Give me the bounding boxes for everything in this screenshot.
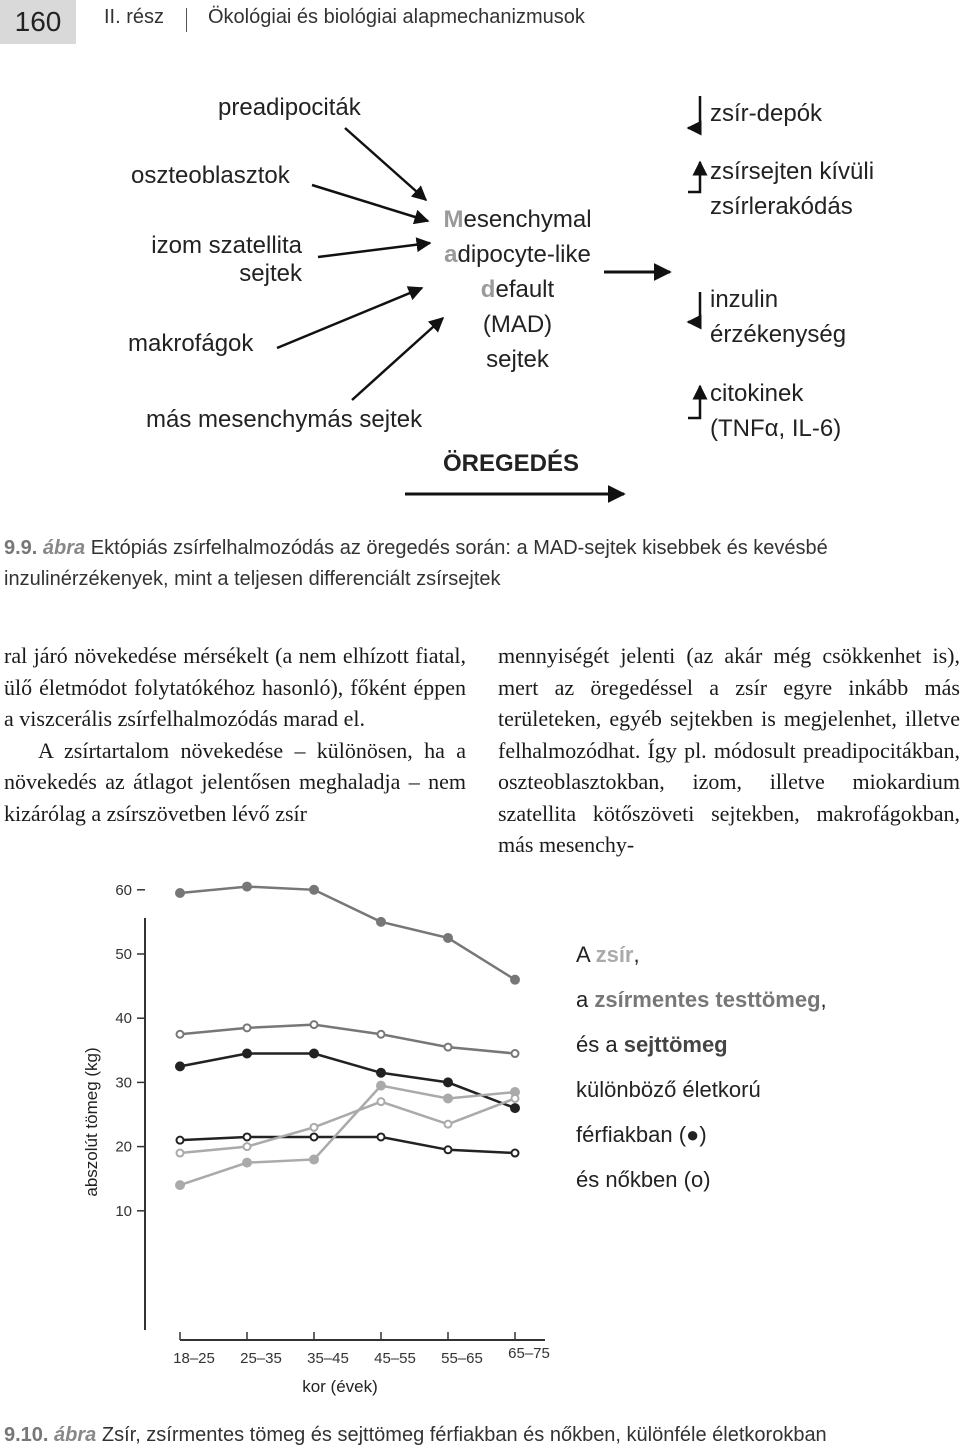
data-point-women: [244, 1024, 251, 1031]
caption-text: Zsír, zsírmentes tömeg és sejttömeg férfiakban és nőkben, különféle életkorokban: [101, 1424, 827, 1446]
data-point-men: [511, 976, 519, 984]
legend-text: A: [576, 942, 596, 967]
body-right-column: [498, 640, 960, 861]
legend-cell-mass-label: sejttömeg: [623, 1032, 728, 1057]
data-point-men: [243, 1050, 251, 1058]
data-point-women: [512, 1050, 519, 1057]
data-point-women: [244, 1133, 251, 1140]
effect-ectopic-fat: zsírsejten kívüli zsírlerakódás: [710, 158, 875, 220]
data-point-women: [445, 1121, 452, 1128]
down-arrow-icon: [688, 292, 700, 322]
legend-text: a: [576, 987, 595, 1012]
mad-line-5: sejtek: [486, 346, 549, 373]
data-point-men: [176, 1062, 184, 1070]
series-line: [180, 1054, 515, 1109]
x-tick-label: 65–75: [508, 1345, 550, 1362]
data-point-women: [512, 1150, 519, 1157]
data-point-women: [244, 1143, 251, 1150]
body-paragraph: mennyiségét jelenti (az akár még csökkenhet is), mert az öregedéssel a zsír egyre inkább más területeken, egyéb sejtekben is megjelenhet, illetve felhalmozódhat. Így pl. módosult preadipocitákban, oszteoblasztokban, izom, illetve miokardium szatellita kötőszöveti sejtekben, makrofágokban, más mesenchy-: [498, 643, 960, 857]
source-macrophages: makrofágok: [128, 330, 254, 357]
data-point-women: [311, 1133, 318, 1140]
figure-caption-9-9: [4, 533, 956, 595]
arrow-muscle-satellite: [318, 243, 430, 257]
caption-word: ábra: [42, 537, 86, 559]
legend-text: ,: [820, 987, 827, 1012]
data-point-men: [377, 918, 385, 926]
header-chapter: Ökológiai és biológiai alapmechanizmusok: [208, 6, 585, 28]
caption-text: Ektópiás zsírfelhalmozódás az öregedés során: a MAD-sejtek kisebbek és kevésbé inzulinérzékenyek, mint a teljesen differenciált zsírsejtek: [4, 537, 828, 590]
chart-legend: [576, 932, 827, 1202]
chart-axes: [115, 882, 550, 1367]
source-osteoblasts: oszteoblasztok: [131, 162, 290, 189]
data-point-women: [311, 1021, 318, 1028]
mad-line-4: (MAD): [482, 311, 553, 338]
caption-word: ábra: [54, 1424, 97, 1446]
legend-cell-mass: [576, 1022, 827, 1067]
mad-line-1: esenchymal: [463, 206, 592, 233]
arrow-macrophages: [277, 288, 422, 348]
data-point-men: [310, 886, 318, 894]
caption-number: 9.9.: [4, 537, 38, 559]
mad-initial-d: d: [480, 276, 496, 303]
y-tick-label: 50: [115, 946, 132, 963]
data-point-women: [378, 1098, 385, 1105]
x-tick-label: 18–25: [173, 1350, 215, 1367]
up-arrow-icon: [688, 386, 700, 418]
legend-fat-label: zsír: [595, 942, 634, 967]
legend-fat: [576, 932, 827, 977]
legend-lean-mass-label: zsírmentes testtömeg: [594, 987, 821, 1012]
x-tick-label: 45–55: [374, 1350, 416, 1367]
data-point-men: [310, 1155, 318, 1163]
series-line: [180, 887, 515, 980]
y-tick-label: 30: [115, 1074, 132, 1092]
data-point-men: [444, 934, 452, 942]
effect-cytokines: citokinek (TNFα, IL-6): [710, 380, 842, 442]
data-point-women: [445, 1044, 452, 1051]
legend-text: ,: [633, 942, 640, 967]
data-point-women: [311, 1124, 318, 1131]
data-point-men: [511, 1104, 519, 1112]
legend-age-text: különböző életkorú: [576, 1077, 761, 1102]
legend-text: és a: [576, 1032, 624, 1057]
data-point-men: [176, 1181, 184, 1189]
x-axis-title: kor (évek): [302, 1377, 378, 1396]
data-point-men: [444, 1094, 452, 1102]
up-arrow-icon: [688, 162, 700, 192]
mad-initial-m: M: [443, 206, 464, 233]
figure-caption-9-10: [4, 1420, 956, 1451]
data-point-men: [243, 883, 251, 891]
x-tick-label: 25–35: [240, 1350, 282, 1367]
down-arrow-icon: [688, 96, 700, 128]
legend-lean-mass: [576, 977, 827, 1022]
y-tick-label: 40: [115, 1010, 132, 1028]
legend-women: és nőkben (o): [576, 1167, 711, 1192]
mad-cells-label: [420, 202, 615, 377]
x-tick-label: 35–45: [307, 1350, 349, 1367]
x-tick-label: 55–65: [441, 1350, 483, 1367]
data-point-men: [377, 1069, 385, 1077]
arrow-preadipocytes: [345, 128, 426, 200]
header-part: II. rész: [104, 6, 165, 28]
y-tick-label: 10: [115, 1202, 132, 1220]
effect-insulin-sensitivity: inzulin érzékenység: [710, 286, 847, 348]
data-point-men: [243, 1159, 251, 1167]
data-point-women: [378, 1031, 385, 1038]
aging-label: ÖREGEDÉS: [443, 450, 580, 477]
data-point-men: [377, 1082, 385, 1090]
page-number: 160: [0, 0, 76, 44]
data-point-women: [177, 1031, 184, 1038]
data-point-men: [310, 1050, 318, 1058]
mad-line-2: dipocyte-like: [457, 241, 591, 268]
body-paragraph: ral járó növekedése mérsékelt (a nem elhízott fiatal, ülő életmódot folytatókéhoz hasonló), főként éppen a viszcerális zsírfelhalmozódás marad el.: [4, 643, 466, 731]
data-point-men: [176, 889, 184, 897]
y-tick-label: 60: [115, 881, 132, 899]
data-point-men: [444, 1078, 452, 1086]
data-point-women: [512, 1095, 519, 1102]
effect-fat-depots: zsír-depók: [710, 100, 823, 127]
series-line: [180, 1098, 515, 1153]
legend-men: férfiakban (●): [576, 1122, 707, 1147]
data-point-women: [378, 1133, 385, 1140]
data-point-women: [177, 1150, 184, 1157]
source-other-mesenchymal: más mesenchymás sejtek: [146, 406, 423, 433]
source-muscle-satellite: izom szatellita sejtek: [151, 232, 302, 287]
arrow-osteoblasts: [312, 185, 428, 221]
series-line: [180, 1137, 515, 1153]
mad-line-3: efault: [495, 276, 555, 303]
mad-initial-a: a: [444, 241, 458, 268]
y-axis-title: abszolút tömeg (kg): [82, 1047, 101, 1197]
source-preadipocytes: preadipociták: [218, 94, 361, 121]
series-line: [180, 1086, 515, 1186]
series-line: [180, 1025, 515, 1054]
line-chart: [0, 881, 560, 1400]
body-left-column: [4, 640, 466, 829]
data-point-women: [177, 1137, 184, 1144]
caption-number: 9.10.: [4, 1424, 49, 1446]
chart-series: [176, 883, 519, 1190]
body-paragraph: A zsírtartalom növekedése – különösen, ha a növekedés az átlagot jelentősen meghaladja – nem kizárólag a zsírszövetben lévő zsír: [4, 737, 466, 826]
data-point-women: [445, 1146, 452, 1153]
y-tick-label: 20: [115, 1138, 132, 1156]
